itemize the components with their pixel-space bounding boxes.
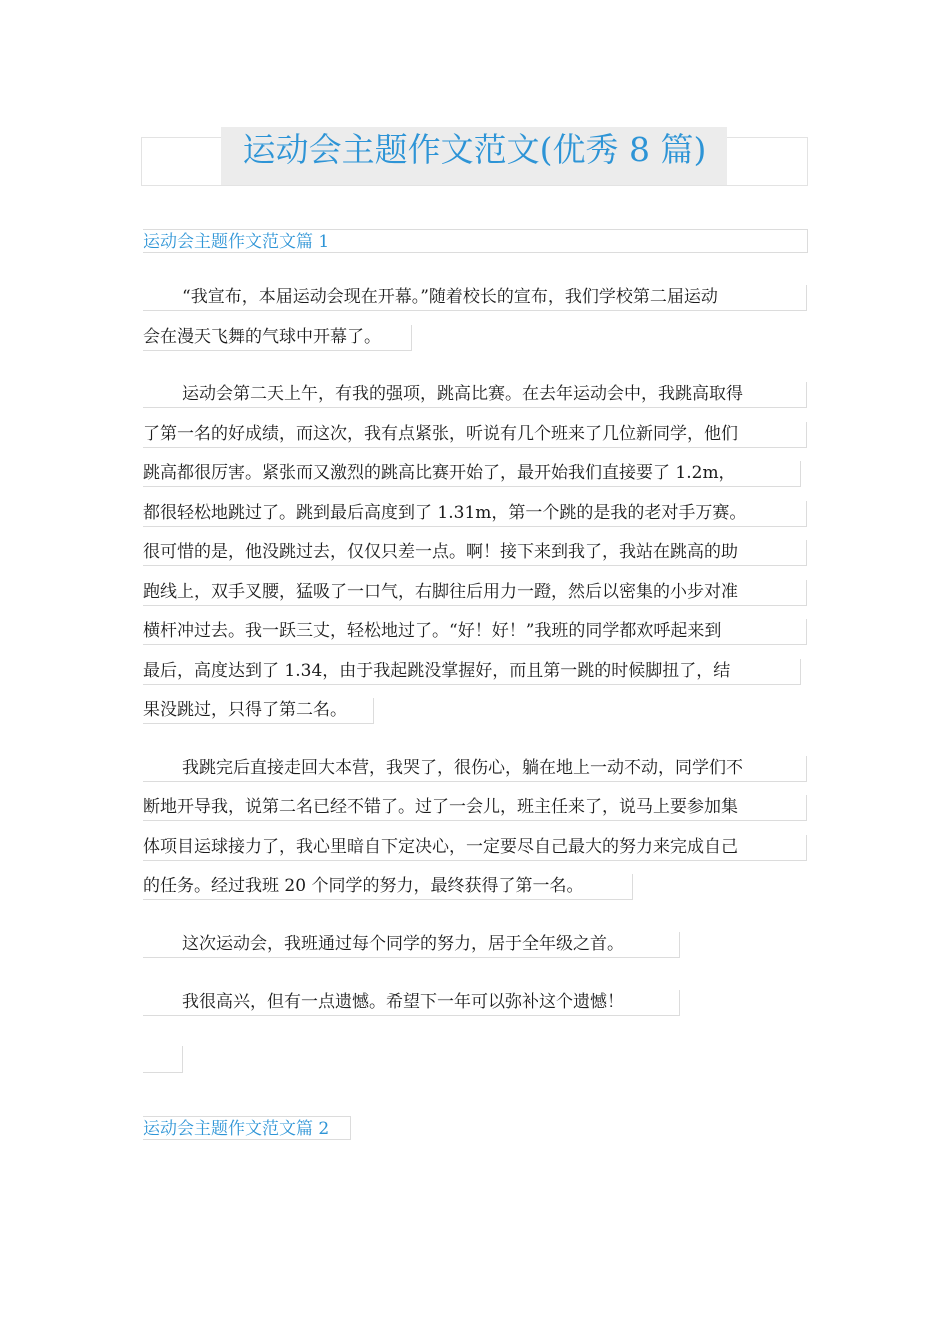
page-title: 运动会主题作文范文(优秀 8 篇) [242,130,707,169]
paragraph-line: 这次运动会，我班通过每个同学的努力，居于全年级之首。 [143,932,680,958]
paragraph-line: 的任务。经过我班 20 个同学的努力，最终获得了第一名。 [143,874,633,900]
paragraph-line: 跳高都很厉害。紧张而又激烈的跳高比赛开始了，最开始我们直接要了 1.2m， [143,461,801,487]
paragraph-line: 会在漫天飞舞的气球中开幕了。 [143,325,412,351]
paragraph-line: 了第一名的好成绩，而这次，我有点紧张，听说有几个班来了几位新同学，他们 [143,422,807,448]
paragraph-line: 我跳完后直接走回大本营，我哭了，很伤心，躺在地上一动不动，同学们不 [143,756,807,782]
paragraph-line: 最后，高度达到了 1.34，由于我起跳没掌握好，而且第一跳的时候脚扭了，结 [143,659,801,685]
paragraph-line: 果没跳过，只得了第二名。 [143,698,374,724]
paragraph-line: 横杆冲过去。我一跃三丈，轻松地过了。“好！好！”我班的同学都欢呼起来到 [143,619,807,645]
section-heading-1: 运动会主题作文范文篇 1 [143,229,808,253]
paragraph-line: 断地开导我，说第二名已经不错了。过了一会儿，班主任来了，说马上要参加集 [143,795,807,821]
paragraph-line: 体项目运球接力了，我心里暗自下定决心，一定要尽自己最大的努力来完成自己 [143,835,807,861]
paragraph-line: 运动会第二天上午，有我的强项，跳高比赛。在去年运动会中，我跳高取得 [143,382,807,408]
paragraph-line: “我宣布，本届运动会现在开幕。”随着校长的宣布，我们学校第二届运动 [143,285,807,311]
section-heading-2: 运动会主题作文范文篇 2 [143,1116,351,1140]
paragraph-line: 很可惜的是，他没跳过去，仅仅只差一点。啊！接下来到我了，我站在跳高的助 [143,540,807,566]
paragraph-line: 跑线上，双手叉腰，猛吸了一口气，右脚往后用力一蹬，然后以密集的小步对准 [143,580,807,606]
paragraph-line: 我很高兴，但有一点遗憾。希望下一年可以弥补这个遗憾！ [143,990,680,1016]
paragraph-line: 都很轻松地跳过了。跳到最后高度到了 1.31m，第一个跳的是我的老对手万赛。 [143,501,807,527]
empty-paragraph [143,1046,183,1073]
